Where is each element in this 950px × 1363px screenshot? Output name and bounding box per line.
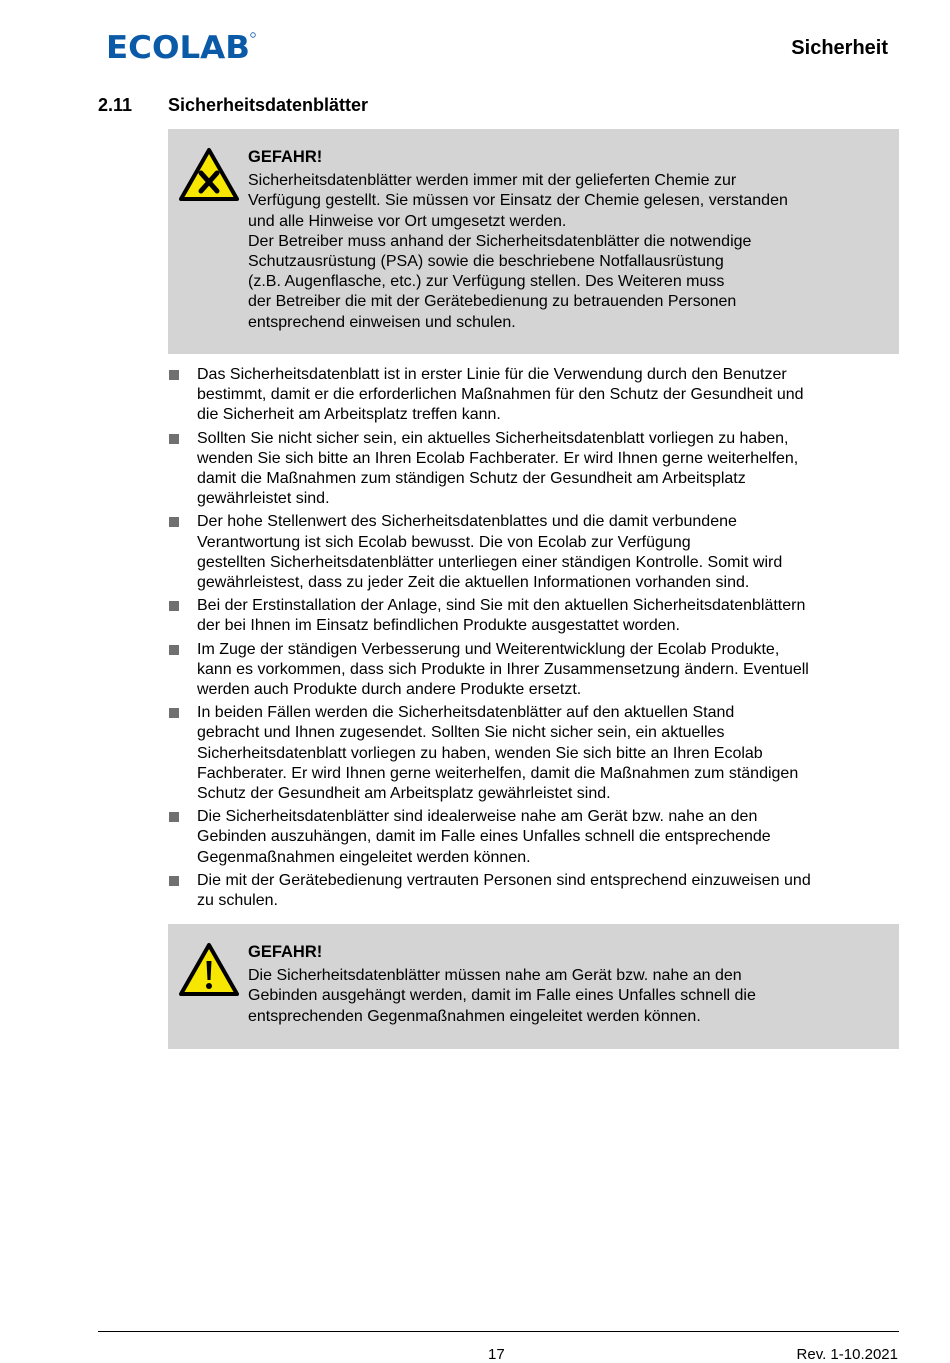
header-section-title: Sicherheit bbox=[791, 37, 888, 59]
list-item-line: wenden Sie sich bitte an Ihren Ecolab Fachberater. Er wird Ihnen gerne weiterhelfen, bbox=[197, 449, 799, 467]
danger-box-1-text bbox=[248, 147, 885, 333]
list-item-line: Die Sicherheitsdatenblätter sind idealerweise nahe am Gerät bzw. nahe an den bbox=[197, 808, 758, 826]
bullet-square-icon bbox=[169, 601, 179, 611]
footer-divider bbox=[98, 1331, 899, 1332]
danger-text-line: entsprechenden Gegenmaßnahmen eingeleitet werden können. bbox=[248, 1007, 701, 1025]
list-item-line: Sicherheitsdatenblatt vorliegen zu haben, wenden Sie sich bitte an Ihren Ecolab bbox=[197, 744, 763, 762]
list-item-line: gewährleistest, dass zu jeder Zeit die aktuellen Informationen vorhanden sind. bbox=[197, 574, 750, 592]
bullet-square-icon bbox=[169, 370, 179, 380]
danger-text-line: entsprechend einweisen und schulen. bbox=[248, 313, 516, 331]
list-item-line: Sollten Sie nicht sicher sein, ein aktuelles Sicherheitsdatenblatt vorliegen zu haben, bbox=[197, 429, 789, 447]
section-heading bbox=[98, 95, 368, 116]
revision-label: Rev. 1-10.2021 bbox=[796, 1346, 898, 1363]
list-item-line: Im Zuge der ständigen Verbesserung und Weiterentwicklung der Ecolab Produkte, bbox=[197, 640, 780, 658]
list-item bbox=[168, 871, 908, 911]
list-item-line: Schutz der Gesundheit am Arbeitsplatz gewährleistet sind. bbox=[197, 785, 611, 803]
list-item bbox=[168, 596, 908, 636]
list-item-line: die Sicherheit am Arbeitsplatz treffen kann. bbox=[197, 406, 501, 424]
list-item bbox=[168, 807, 908, 868]
list-item-line: Fachberater. Er wird Ihnen gerne weiterhelfen, damit die Maßnahmen zum ständigen bbox=[197, 764, 799, 782]
safety-bullet-list bbox=[168, 365, 908, 914]
bullet-square-icon bbox=[169, 708, 179, 718]
list-item bbox=[168, 429, 908, 510]
danger-text-line: der Betreiber die mit der Gerätebedienung zu betrauenden Personen bbox=[248, 293, 737, 311]
list-item-line: Verantwortung ist sich Ecolab bewusst. Die von Ecolab zur Verfügung bbox=[197, 533, 691, 551]
ecolab-logo bbox=[106, 30, 256, 62]
danger-title: GEFAHR! bbox=[248, 148, 323, 166]
bullet-square-icon bbox=[169, 876, 179, 886]
list-item-line: der bei Ihnen im Einsatz befindlichen Produkte ausgestattet worden. bbox=[197, 617, 680, 635]
danger-box-2 bbox=[168, 924, 899, 1049]
bullet-square-icon bbox=[169, 645, 179, 655]
danger-text-line: Der Betreiber muss anhand der Sicherheitsdatenblätter die notwendige bbox=[248, 232, 752, 250]
list-item-line: gestellten Sicherheitsdatenblätter unterliegen einer ständigen Kontrolle. Somit wird bbox=[197, 553, 783, 571]
page-number: 17 bbox=[488, 1346, 505, 1363]
list-item-line: zu schulen. bbox=[197, 892, 278, 910]
list-item-line: werden auch Produkte durch andere Produkte ersetzt. bbox=[197, 681, 582, 699]
danger-text-line: Gebinden ausgehängt werden, damit im Falle eines Unfalles schnell die bbox=[248, 987, 756, 1005]
list-item-line: gebracht und Ihnen zugesendet. Sollten Sie nicht sicher sein, ein aktuelles bbox=[197, 724, 725, 742]
list-item-line: kann es vorkommen, dass sich Produkte in Ihrer Zusammensetzung ändern. Eventuell bbox=[197, 660, 809, 678]
list-item-line: bestimmt, damit er die erforderlichen Maßnahmen für den Schutz der Gesundheit und bbox=[197, 386, 804, 404]
danger-text-line: Sicherheitsdatenblätter werden immer mit der gelieferten Chemie zur bbox=[248, 172, 737, 190]
bullet-square-icon bbox=[169, 434, 179, 444]
list-item bbox=[168, 512, 908, 593]
section-number: 2.11 bbox=[98, 95, 133, 115]
list-item-line: Das Sicherheitsdatenblatt ist in erster Linie für die Verwendung durch den Benutzer bbox=[197, 366, 787, 383]
danger-text-line: und alle Hinweise vor Ort umgesetzt werden. bbox=[248, 212, 567, 230]
danger-text-line: Die Sicherheitsdatenblätter müssen nahe am Gerät bzw. nahe an den bbox=[248, 967, 742, 985]
danger-title: GEFAHR! bbox=[248, 943, 323, 961]
bullet-square-icon bbox=[169, 517, 179, 527]
section-title: Sicherheitsdatenblätter bbox=[168, 95, 369, 115]
list-item bbox=[168, 640, 908, 701]
danger-text-line: Schutzausrüstung (PSA) sowie die beschriebene Notfallausrüstung bbox=[248, 253, 724, 271]
danger-box-2-text bbox=[248, 942, 885, 1027]
exclamation-warning-icon bbox=[178, 942, 240, 998]
list-item-line: Der hohe Stellenwert des Sicherheitsdatenblattes und die damit verbundene bbox=[197, 513, 737, 531]
list-item-line: gewährleistet sind. bbox=[197, 490, 330, 508]
bullet-square-icon bbox=[169, 812, 179, 822]
logo-text: ECOLAB bbox=[106, 30, 250, 62]
list-item-line: Gegenmaßnahmen eingeleitet werden können. bbox=[197, 848, 531, 866]
danger-box-1 bbox=[168, 129, 899, 354]
list-item-line: damit die Maßnahmen zum ständigen Schutz der Gesundheit am Arbeitsplatz bbox=[197, 470, 746, 488]
danger-text-line: (z.B. Augenflasche, etc.) zur Verfügung stellen. Des Weiteren muss bbox=[248, 273, 725, 291]
list-item-line: Die mit der Gerätebedienung vertrauten Personen sind entsprechend einzuweisen und bbox=[197, 871, 811, 889]
list-item bbox=[168, 365, 908, 426]
list-item-line: Gebinden auszuhängen, damit im Falle eines Unfalles schnell die entsprechende bbox=[197, 828, 771, 846]
list-item bbox=[168, 703, 908, 804]
danger-text-line: Verfügung gestellt. Sie müssen vor Einsatz der Chemie gelesen, verstanden bbox=[248, 192, 788, 210]
list-item-line: Bei der Erstinstallation der Anlage, sind Sie mit den aktuellen Sicherheitsdatenblättern bbox=[197, 597, 806, 615]
harmful-x-icon bbox=[178, 147, 240, 203]
list-item-line: In beiden Fällen werden die Sicherheitsdatenblätter auf den aktuellen Stand bbox=[197, 704, 735, 722]
